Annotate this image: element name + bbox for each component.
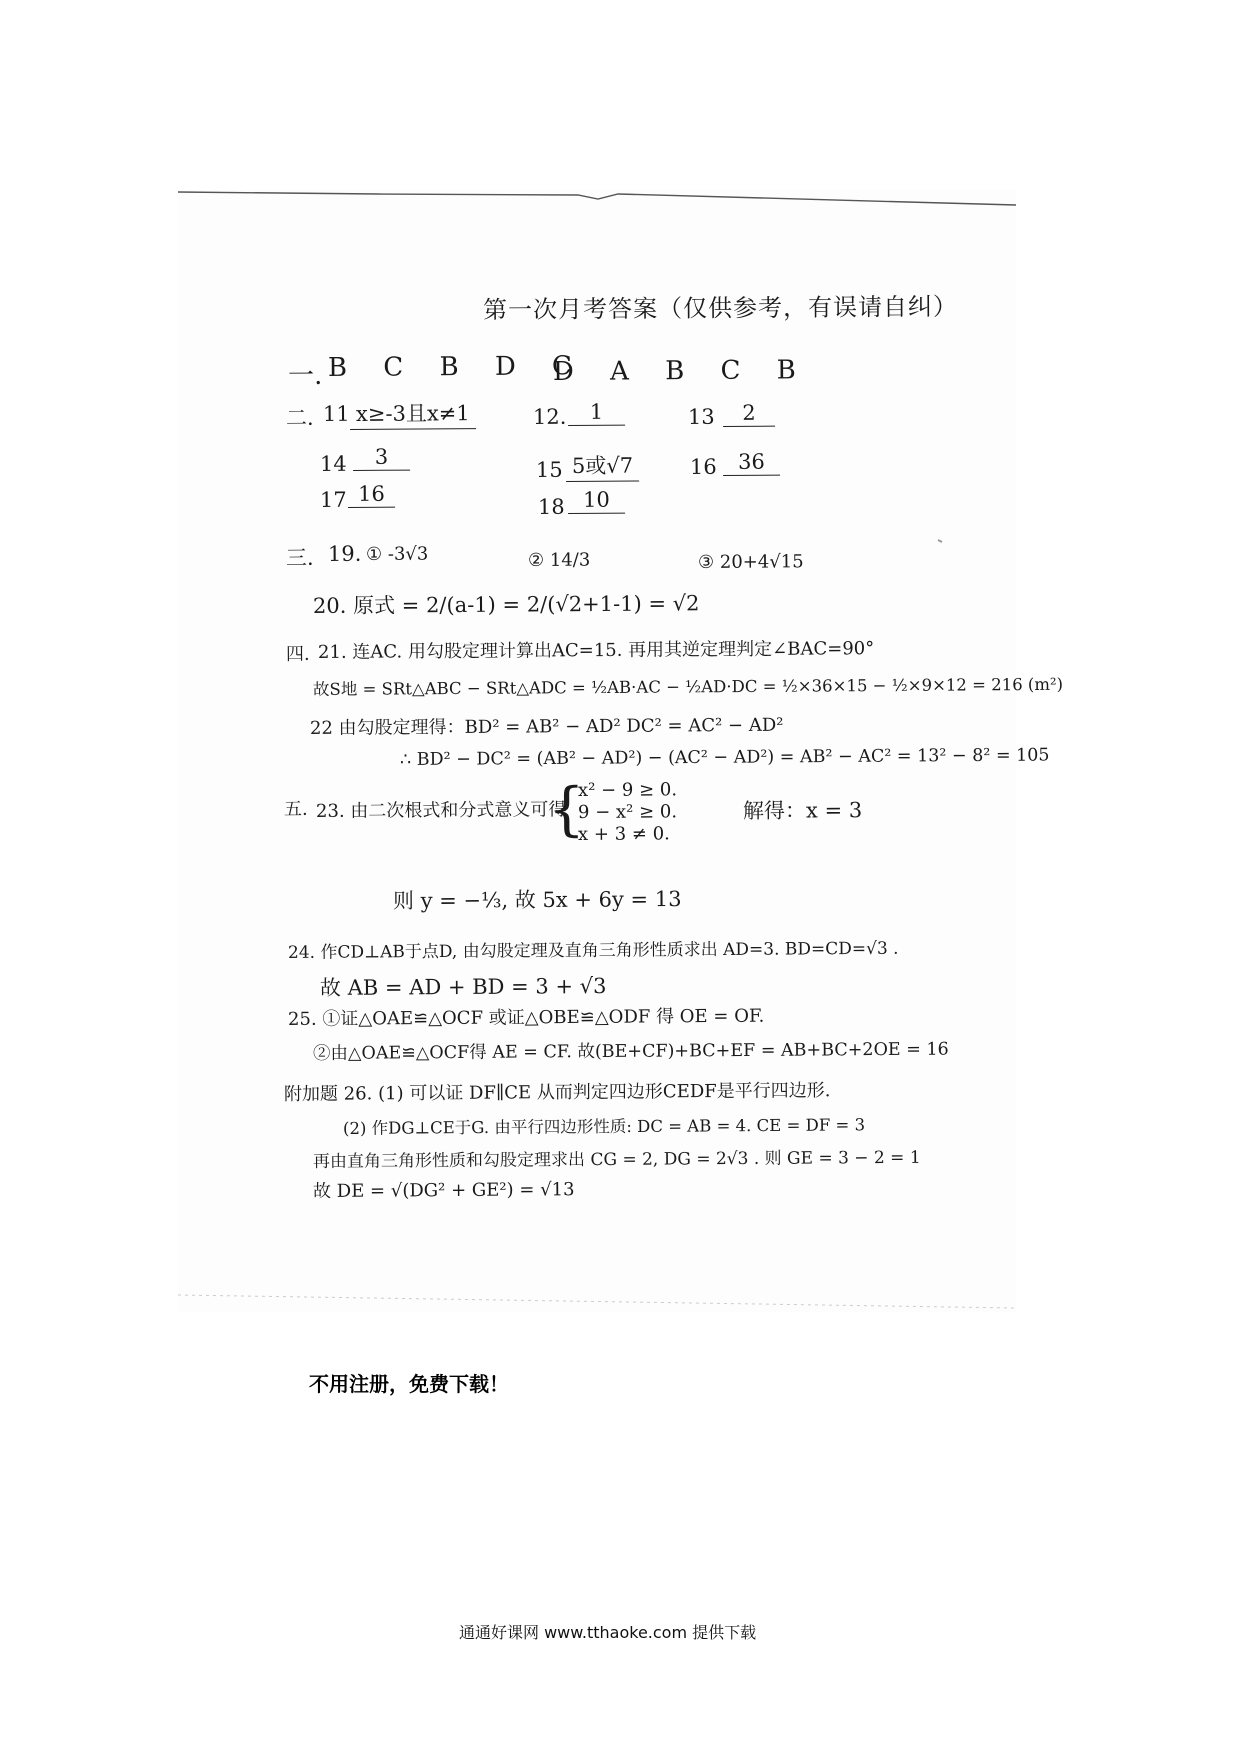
- q23-solution: 解得：x = 3: [742, 798, 863, 823]
- page-title: 第一次月考答案（仅供参考，有误请自纠）: [482, 292, 959, 324]
- q19-answer-3: ③ 20+4√15: [697, 551, 804, 573]
- q18-answer: 10: [568, 488, 625, 514]
- q17-answer: 16: [348, 482, 395, 508]
- q22-line-2: ∴ BD² − DC² = (AB² − AD²) − (AC² − AD²) = AB² − AC² = 13² − 8² = 105: [399, 745, 1050, 770]
- q23-condition-2: 9 − x² ≥ 0.: [577, 801, 678, 823]
- q12-number: 12.: [532, 404, 567, 429]
- q23-condition-1: x² − 9 ≥ 0.: [577, 779, 678, 801]
- q26-line-4: 故 DE = √(DG² + GE²) = √13: [312, 1179, 575, 1202]
- q18-number: 18: [537, 494, 565, 519]
- q16-answer: 36: [723, 450, 780, 476]
- q15-number: 15: [535, 457, 563, 482]
- q17-number: 17: [319, 487, 347, 512]
- q23-intro: 23. 由二次根式和分式意义可得: [315, 799, 567, 822]
- q14-number: 14: [319, 451, 347, 476]
- q12-answer: 1: [568, 400, 625, 426]
- q19-number: 19.: [327, 541, 362, 566]
- q14-answer: 3: [353, 445, 410, 471]
- section-1-answers-b: D A B C B: [552, 355, 810, 387]
- q25-line-1: 25. ①证△OAE≌△OCF 或证△OBE≌△ODF 得 OE = OF.: [287, 1005, 765, 1030]
- section-1-label: 一.: [287, 360, 323, 391]
- scanned-answer-sheet: [178, 190, 1064, 1312]
- q21-line-2: 故S地 = SRt△ABC − SRt△ADC = ½AB·AC − ½AD·DC = ½×36×15 − ½×9×12 = 216 (m²): [312, 674, 1064, 699]
- q20-answer: 20. 原式 = 2/(a-1) = 2/(√2+1-1) = √2: [312, 591, 700, 618]
- q19-answer-2: ② 14/3: [527, 549, 591, 571]
- q25-line-2: ②由△OAE≌△OCF得 AE = CF. 故(BE+CF)+BC+EF = AB+BC+2OE = 16: [312, 1039, 949, 1064]
- q24-line-2: 故 AB = AD + BD = 3 + √3: [319, 974, 607, 1000]
- q26-line-3: 再由直角三角形性质和勾股定理求出 CG = 2, DG = 2√3 . 则 GE = 3 − 2 = 1: [312, 1147, 921, 1172]
- section-4-label: 四.: [285, 643, 310, 665]
- section-2-label: 二.: [285, 405, 314, 430]
- q19-answer-1: ① -3√3: [365, 543, 429, 565]
- q26-line-1: 附加题 26. (1) 可以证 DF∥CE 从而判定四边形CEDF是平行四边形.: [283, 1080, 831, 1105]
- q16-number: 16: [689, 454, 717, 479]
- system-brace-icon: {: [547, 774, 586, 843]
- download-notice: 不用注册，免费下载！: [309, 1372, 509, 1396]
- q13-answer: 2: [723, 401, 775, 427]
- q22-line-1: 22 由勾股定理得：BD² = AB² − AD² DC² = AC² − AD²: [309, 714, 784, 739]
- q11-answer: x≥-3且x≠1: [350, 397, 476, 430]
- q26-line-2: (2) 作DG⊥CE于G. 由平行四边形性质: DC = AB = 4. CE = DF = 3: [342, 1115, 866, 1138]
- q15-answer: 5或√7: [566, 449, 639, 482]
- section-5-label: 五.: [283, 798, 308, 820]
- q23-condition-3: x + 3 ≠ 0.: [577, 823, 670, 845]
- q11-number: 11: [322, 401, 350, 426]
- q13-number: 13: [687, 404, 715, 429]
- page-footer: 通通好课网 www.tthaoke.com 提供下载: [459, 1623, 757, 1642]
- section-3-label: 三.: [285, 545, 314, 570]
- q23-conclusion: 则 y = −⅓, 故 5x + 6y = 13: [392, 886, 682, 913]
- section-1-answers-a: B C B D C: [327, 351, 587, 383]
- q21-line-1: 21. 连AC. 用勾股定理计算出AC=15. 再用其逆定理判定∠BAC=90°: [317, 638, 875, 663]
- q24-line-1: 24. 作CD⊥AB于点D, 由勾股定理及直角三角形性质求出 AD=3. BD=CD=√3 .: [287, 938, 899, 963]
